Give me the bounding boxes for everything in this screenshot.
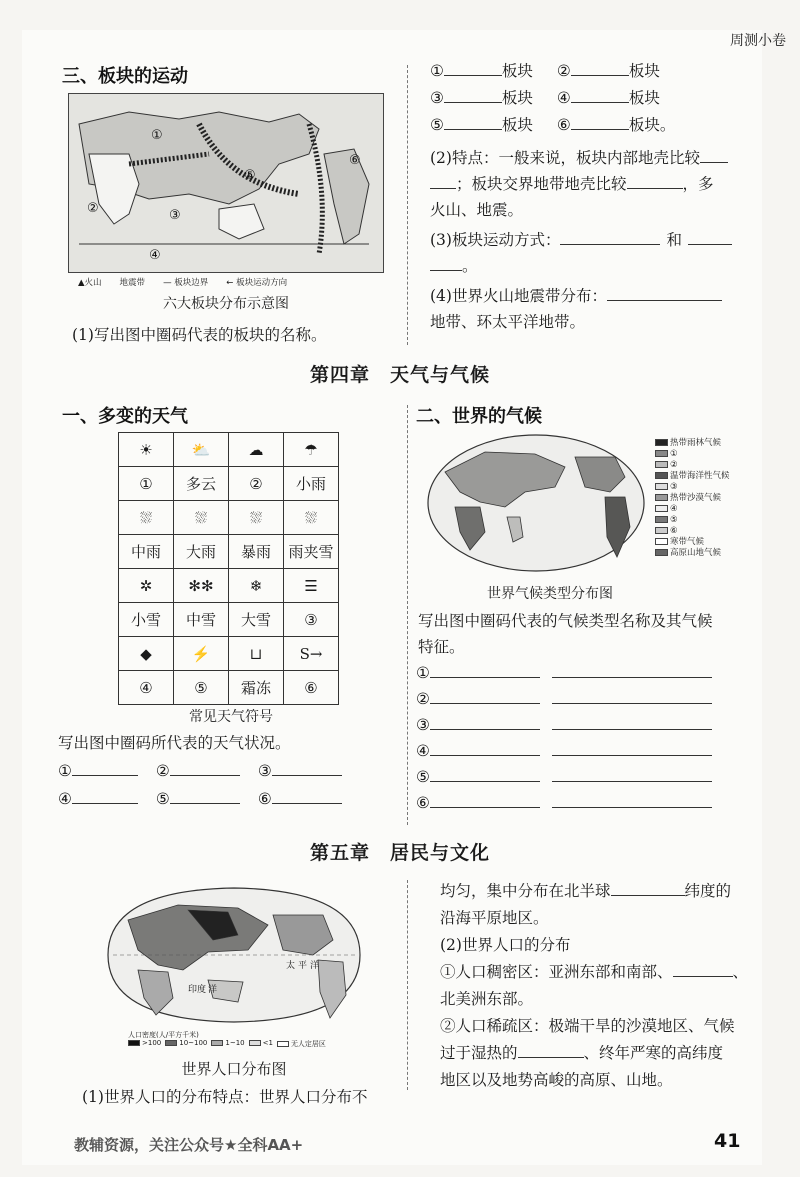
plates-answers [430, 58, 750, 335]
weather-fog-icon: ☰ [284, 569, 339, 603]
climate-legend-item: ③ [670, 482, 678, 492]
column-divider-bottom [407, 880, 408, 1090]
climate-answer-blank-2a[interactable] [430, 686, 540, 704]
population-legend-title: 人口密度(人/平方千米) [128, 1031, 199, 1039]
plates-map-drawing [69, 94, 384, 273]
weather-label: 多云 [174, 467, 229, 501]
plates-q4-b: 地带、环太平洋地带。 [430, 313, 586, 331]
pop-map-label: 洋 [208, 985, 218, 995]
pop-r1-b: 纬度的 [684, 882, 732, 900]
weather-heavy-rain-icon: ⛆ [174, 501, 229, 535]
weather-label: ③ [284, 603, 339, 637]
climate-legend-item: 寒带气候 [670, 537, 705, 547]
climate-legend [655, 438, 765, 559]
weather-label: ⑤ [174, 671, 229, 705]
weather-light-rain-icon: ☂ [284, 433, 339, 467]
weather-label: 小雪 [119, 603, 174, 637]
pop-r2: 沿海平原地区。 [440, 909, 549, 927]
header-corner-label: 周测小卷 [730, 33, 786, 49]
weather-label: ④ [119, 671, 174, 705]
plates-q3-a: (3)板块运动方式： [430, 231, 561, 249]
climate-legend-item: ⑤ [670, 515, 678, 525]
pop-map-label: 印度 [188, 985, 207, 995]
climate-answer-blank-3b[interactable] [552, 712, 712, 730]
pop-map-label: 洋 [310, 961, 320, 971]
pop-r4-a: ①人口稠密区：亚洲东部和南部、 [440, 963, 673, 981]
weather-answer-num: ③ [257, 762, 272, 780]
climate-answer-num: ① [416, 664, 430, 682]
section-title-plates: 三、板块的运动 [62, 66, 188, 87]
pop-r7-b: 、终年严寒的高纬度 [583, 1044, 724, 1062]
weather-label: 小雨 [284, 467, 339, 501]
weather-label: 大雨 [174, 535, 229, 569]
plates-q2-blank-2[interactable] [627, 171, 683, 189]
plates-q3-blank-1[interactable] [560, 227, 660, 245]
weather-label: 大雪 [229, 603, 284, 637]
plates-q3-blank-2[interactable] [688, 227, 732, 245]
weather-moderate-rain-icon: ⛆ [119, 501, 174, 535]
climate-instruction-line-1: 写出图中圈码代表的气候类型名称及其气候 [418, 612, 713, 630]
plate-num-4: ④ [556, 89, 571, 107]
map-label-2: ② [87, 201, 99, 216]
climate-instruction [418, 608, 758, 660]
weather-answer-blank-6[interactable] [272, 786, 342, 804]
climate-answer-num: ③ [416, 716, 430, 734]
plates-q3-blank-2b[interactable] [430, 253, 462, 271]
climate-answer-blank-6a[interactable] [430, 790, 540, 808]
plates-map-caption: 六大板块分布示意图 [163, 296, 289, 312]
pop-map-label: 太 [286, 961, 296, 971]
plate-suffix-3: 板块 [501, 89, 533, 107]
plate-blank-6[interactable] [571, 112, 629, 130]
weather-label: 霜冻 [229, 671, 284, 705]
weather-answer-num: ① [58, 762, 72, 780]
weather-label: 雨夹雪 [284, 535, 339, 569]
pop-legend-item: <1 [262, 1039, 273, 1047]
climate-answer-num: ④ [416, 742, 430, 760]
climate-map [425, 432, 647, 574]
population-question-1: (1)世界人口的分布特点：世界人口分布不 [82, 1088, 368, 1106]
weather-label: 中雪 [174, 603, 229, 637]
climate-answer-num: ② [416, 690, 430, 708]
footer-promo: 教辅资源，关注公众号★全科AA+ [74, 1136, 304, 1154]
pop-r4-b: 、 [732, 963, 749, 981]
weather-cloudy-sun-icon: ⛅ [174, 433, 229, 467]
plate-blank-4[interactable] [571, 85, 629, 103]
plates-map [68, 93, 384, 273]
weather-answer-num: ④ [58, 790, 72, 808]
weather-overcast-icon: ☁ [229, 433, 284, 467]
pop-legend-item: 1~10 [225, 1039, 245, 1047]
plate-num-6: ⑥ [556, 116, 571, 134]
population-map [98, 880, 370, 1048]
plate-blank-3[interactable] [444, 85, 502, 103]
climate-answers [416, 660, 756, 816]
pop-r7-a: 过于湿热的 [440, 1044, 518, 1062]
legend-volcano: ▲火山 [78, 278, 102, 288]
weather-sleet-icon: ⛆ [284, 501, 339, 535]
plate-num-5: ⑤ [430, 116, 444, 134]
plates-q2-d: 火山、地震。 [430, 201, 524, 219]
plate-num-3: ③ [430, 89, 444, 107]
weather-heavy-snow-icon: ❄ [229, 569, 284, 603]
weather-answer-num: ⑤ [155, 790, 170, 808]
climate-legend-item: 热带沙漠气候 [670, 493, 722, 503]
plate-num-1: ① [430, 62, 444, 80]
plate-suffix-1: 板块 [501, 62, 533, 80]
population-legend [128, 1039, 368, 1049]
chapter-5-title: 第五章 居民与文化 [309, 842, 490, 864]
pop-r8: 地区以及地势高峻的高原、山地。 [440, 1071, 673, 1089]
weather-label: ② [229, 467, 284, 501]
plate-blank-2[interactable] [571, 58, 629, 76]
pop-blank-dense[interactable] [673, 959, 733, 977]
map-label-5: ⑤ [244, 168, 256, 183]
weather-answer-blank-1[interactable] [72, 758, 138, 776]
population-answers [440, 878, 760, 1094]
weather-instruction: 写出图中圈码所代表的天气状况。 [58, 734, 291, 752]
weather-sandstorm-icon: S→ [284, 637, 339, 671]
pop-legend-item: 无人定居区 [290, 1040, 326, 1048]
pop-map-label: 平 [298, 961, 308, 971]
weather-answer-blank-3[interactable] [272, 758, 342, 776]
climate-legend-item: 温带海洋性气候 [670, 471, 730, 481]
climate-legend-item: ① [670, 449, 678, 459]
plate-suffix-4: 板块 [628, 89, 660, 107]
pop-legend-item: >100 [142, 1039, 162, 1047]
weather-rainstorm-icon: ⛆ [229, 501, 284, 535]
weather-label: ① [119, 467, 174, 501]
plates-q3-c: 。 [462, 257, 478, 275]
weather-frost-icon: ⊔ [229, 637, 284, 671]
map-label-3: ③ [169, 208, 181, 223]
legend-quake-belt: 地震带 [119, 278, 146, 288]
climate-answer-blank-2b[interactable] [552, 686, 712, 704]
climate-answer-blank-3a[interactable] [430, 712, 540, 730]
weather-table-caption: 常见天气符号 [189, 709, 273, 725]
legend-plate-motion: ← 板块运动方向 [226, 278, 288, 288]
climate-legend-item: ⑥ [670, 526, 678, 536]
plates-q4-a: (4)世界火山地震带分布： [430, 287, 607, 305]
climate-answer-blank-5b[interactable] [552, 764, 712, 782]
section-title-weather: 一、多变的天气 [62, 406, 188, 427]
plates-q2-blank-1[interactable] [700, 145, 728, 163]
page-number: 41 [714, 1130, 741, 1152]
climate-answer-num: ⑥ [416, 794, 430, 812]
weather-answer-blank-5[interactable] [170, 786, 240, 804]
pop-blank-latitude[interactable] [611, 878, 685, 896]
climate-answer-blank-1b[interactable] [552, 660, 712, 678]
climate-answer-num: ⑤ [416, 768, 430, 786]
population-map-caption: 世界人口分布图 [181, 1060, 287, 1078]
column-divider-middle [407, 405, 408, 825]
weather-answer-blank-4[interactable] [72, 786, 138, 804]
climate-answer-blank-5a[interactable] [430, 764, 540, 782]
plates-q3-b: 和 [666, 231, 682, 249]
weather-light-snow-icon: ✲ [119, 569, 174, 603]
pop-r3: (2)世界人口的分布 [440, 936, 571, 954]
population-map-drawing [98, 880, 370, 1030]
plates-q2-b: ；板块交界地带地壳比较 [456, 175, 627, 193]
plates-q2-a: (2)特点：一般来说，板块内部地壳比较 [430, 149, 700, 167]
column-divider-top [407, 65, 408, 345]
pop-r5: 北美洲东部。 [440, 990, 534, 1008]
plates-map-legend [78, 276, 378, 288]
pop-r6: ②人口稀疏区：极端干旱的沙漠地区、气候 [440, 1017, 735, 1035]
climate-legend-item: ④ [670, 504, 678, 514]
weather-symbol-table [118, 432, 339, 705]
climate-legend-item: 热带雨林气候 [670, 438, 722, 448]
weather-label: ⑥ [284, 671, 339, 705]
climate-answer-blank-4b[interactable] [552, 738, 712, 756]
climate-answer-blank-4a[interactable] [430, 738, 540, 756]
plates-q2-blank-1b[interactable] [430, 171, 456, 189]
weather-answers [58, 758, 388, 814]
plate-blank-1[interactable] [444, 58, 502, 76]
climate-instruction-line-2: 特征。 [418, 638, 465, 656]
weather-answer-blank-2[interactable] [170, 758, 240, 776]
pop-r1-a: 均匀，集中分布在北半球 [440, 882, 611, 900]
weather-label: 中雨 [119, 535, 174, 569]
climate-legend-item: ② [670, 460, 678, 470]
plate-blank-5[interactable] [444, 112, 502, 130]
climate-map-drawing [425, 432, 647, 574]
section-title-climate: 二、世界的气候 [416, 406, 542, 427]
plate-suffix-5: 板块 [501, 116, 533, 134]
map-label-4: ④ [149, 248, 161, 263]
weather-moderate-snow-icon: ✻✻ [174, 569, 229, 603]
weather-thunderstorm-icon: ⚡ [174, 637, 229, 671]
plate-suffix-6: 板块。 [628, 116, 676, 134]
climate-answer-blank-1a[interactable] [430, 660, 540, 678]
plates-q4-blank[interactable] [607, 283, 722, 301]
climate-answer-blank-6b[interactable] [552, 790, 712, 808]
legend-plate-boundary: — 板块边界 [163, 278, 209, 288]
chapter-4-title: 第四章 天气与气候 [309, 364, 490, 386]
weather-answer-num: ② [155, 762, 170, 780]
plate-num-2: ② [556, 62, 571, 80]
weather-answer-num: ⑥ [257, 790, 272, 808]
plate-suffix-2: 板块 [628, 62, 660, 80]
plates-q2-c: ，多 [682, 175, 714, 193]
pop-blank-humid[interactable] [518, 1040, 584, 1058]
plates-question-1: (1)写出图中圈码代表的板块的名称。 [72, 326, 327, 344]
climate-map-caption: 世界气候类型分布图 [487, 586, 613, 602]
map-label-6: ⑥ [349, 153, 361, 168]
map-label-1: ① [151, 128, 163, 143]
climate-legend-item: 高原山地气候 [670, 548, 722, 558]
pop-legend-item: 10~100 [179, 1039, 208, 1047]
weather-hail-icon: ◆ [119, 637, 174, 671]
weather-sun-icon: ☀ [119, 433, 174, 467]
weather-label: 暴雨 [229, 535, 284, 569]
